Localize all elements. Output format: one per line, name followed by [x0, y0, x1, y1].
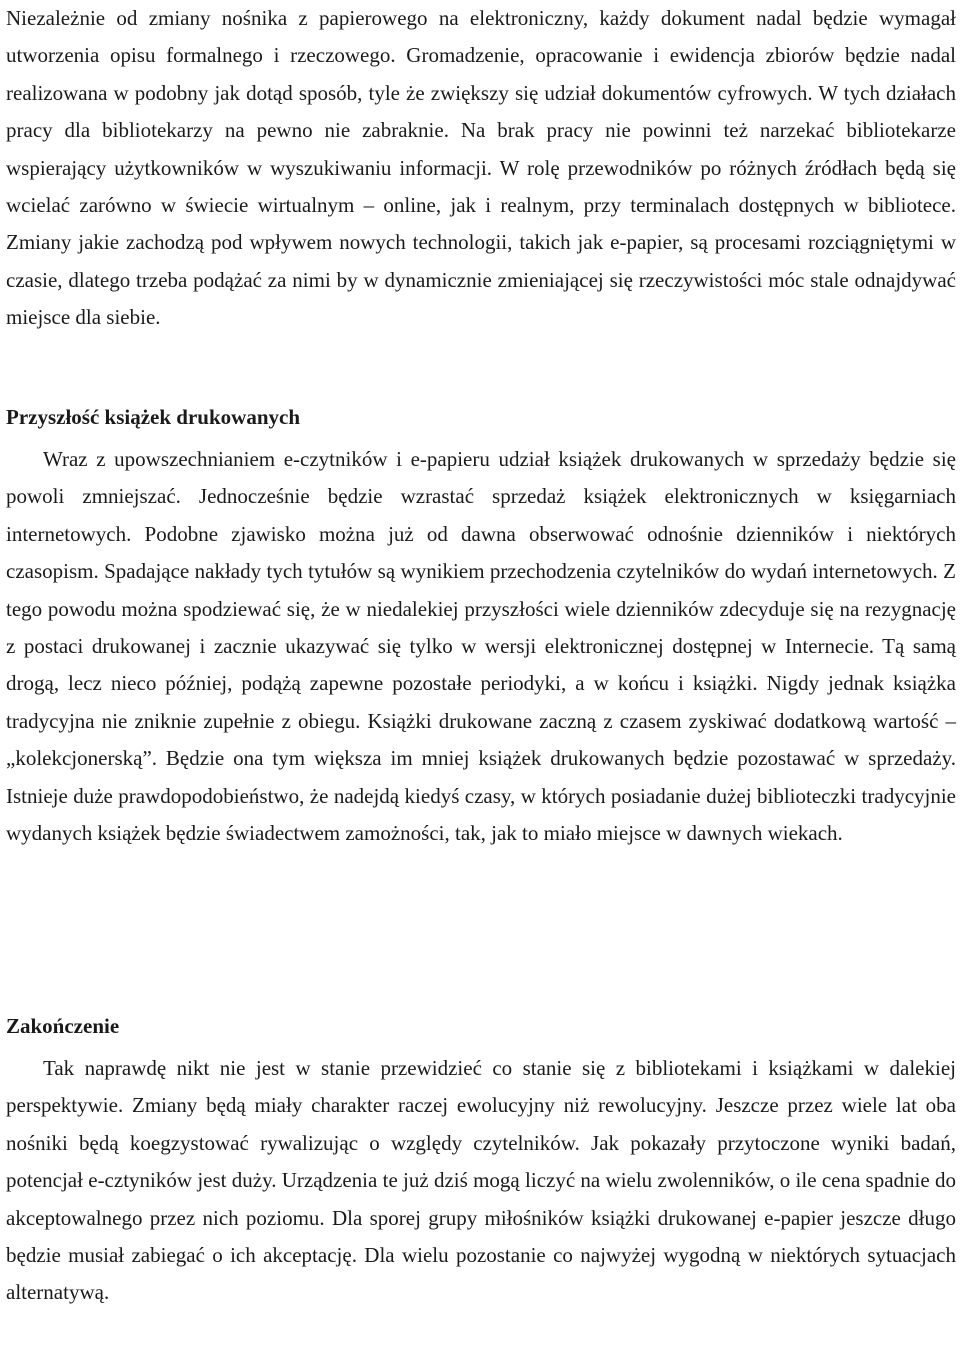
paragraph-future-of-printed-books: Wraz z upowszechnianiem e-czytników i e-papieru udział książek drukowanych w sprzedaży będzie się powoli zmniejszać. Jednocześnie będzie wzrastać sprzedaż książek elektronicznych w księgarniach internetowych. Podobne zjawisko można już od dawna obserwować odnośnie dzienników i niektórych czasopism. Spadające nakłady tych tytułów są wynikiem przechodzenia czytelników do wydań internetowych. Z tego powodu można spodziewać się, że w niedalekiej przyszłości wiele dzienników zdecyduje się na rezygnację z postaci drukowanej i zacznie ukazywać się tylko w wersji elektronicznej dostępnej w Internecie. Tą samą drogą, lecz nieco później, podążą zapewne pozostałe periodyki, a w końcu i książki. Nigdy jednak książka tradycyjna nie zniknie zupełnie z obiegu. Książki drukowane zaczną z czasem zyskiwać dodatkową wartość – „kolekcjonerską”. Będzie ona tym większa im mniej książek drukowanych będzie pozostawać w sprzedaży. Istnieje duże prawdopodobieństwo, że nadejdą kiedyś czasy, w których posiadanie dużej biblioteczki tradycyjnie wydanych książek będzie świadectwem zamożności, tak, jak to miało miejsce w dawnych wiekach.: [6, 447, 956, 846]
heading-conclusion: Zakończenie: [6, 1014, 120, 1038]
paragraph-conclusion: Tak naprawdę nikt nie jest w stanie przewidzieć co stanie się z bibliotekami i książkami w dalekiej perspektywie. Zmiany będą miały charakter raczej ewolucyjny niż rewolucyjny. Jeszcze przez wiele lat oba nośniki będą koegzystować rywalizując o względy czytelników. Jak pokazały przytoczone wyniki badań, potencjał e-cztyników jest duży. Urządzenia te już dziś mogą liczyć na wielu zwolenników, o ile cena spadnie do akceptowalnego przez nich poziomu. Dla sporej grupy miłośników książki drukowanej e-papier jeszcze długo będzie musiał zabiegać o ich akceptację. Dla wielu pozostanie co najwyżej wygodną w niektórych sytuacjach alternatywą.: [6, 1056, 956, 1305]
heading-future-of-printed-books: Przyszłość książek drukowanych: [6, 405, 300, 429]
paragraph-intro: Niezależnie od zmiany nośnika z papierowego na elektroniczny, każdy dokument nadal będzie wymagał utworzenia opisu formalnego i rzeczowego. Gromadzenie, opracowanie i ewidencja zbiorów będzie nadal realizowana w podobny jak dotąd sposób, tyle że zwiększy się udział dokumentów cyfrowych. W tych działach pracy dla bibliotekarzy na pewno nie zabraknie. Na brak pracy nie powinni też narzekać bibliotekarze wspierający użytkowników w wyszukiwaniu informacji. W rolę przewodników po różnych źródłach będą się wcielać zarówno w świecie wirtualnym – online, jak i realnym, przy terminalach dostępnych w bibliotece. Zmiany jakie zachodzą pod wpływem nowych technologii, takich jak e-papier, są procesami rozciągniętymi w czasie, dlatego trzeba podążać za nimi by w dynamicznie zmieniającej się rzeczywistości móc stale odnajdywać miejsce dla siebie.: [6, 6, 956, 330]
